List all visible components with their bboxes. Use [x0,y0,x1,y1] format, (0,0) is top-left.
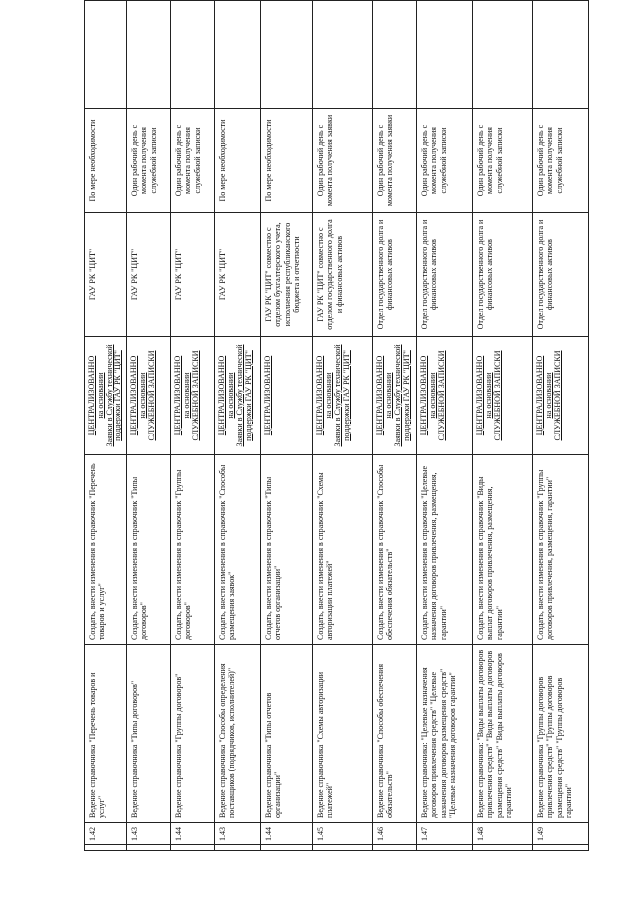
item-note [473,1,533,109]
item-basis [171,337,215,455]
item-term: Один рабочий день с момента получения служебной записки [417,109,473,213]
item-basis [85,337,127,455]
basis-line: на основании [137,372,147,419]
table-body [85,1,589,851]
rotated-table-wrapper [84,1,573,851]
item-basis [215,337,261,455]
item-executor: Отдел государственного долга и финансовых активов [417,213,473,337]
item-action: Создать, внести изменения в справочник "Целевые назначения договоров привлечения, размещения, гарантии" [417,455,473,645]
table-row [533,1,589,851]
item-name: Ведение справочника: "Целевые назначения договоров привлечения средств" "Целевые назначения договоров размещения средств" "Целевые назначения договоров гарантии" [417,645,473,823]
basis-line: ЦЕНТРАЛИЗОВАННО [217,355,227,436]
row-number: 1.43 [215,823,261,845]
basis-line: ЦЕНТРАЛИЗОВАННО [129,355,139,436]
basis-line: на основании [427,372,437,419]
basis-line: СЛУЖЕБНОЙ ЗАПИСКИ [190,350,200,441]
table-row [417,1,473,851]
item-name: Ведение справочника "Группы договоров" [171,645,215,823]
item-name: Ведение справочника "Типы договоров" [127,645,171,823]
basis-line: поддержки ГАУ РК "ЦИТ" [243,350,253,441]
item-note [261,1,313,109]
table-row [373,1,417,851]
basis-line: Заявки в Службу технической [104,344,114,447]
basis-line: поддержки ГАУ РК "ЦИТ" [113,350,123,441]
item-action: Создать, внести изменения в справочник "Группы договоров привлечения, размещения, гарантии" [533,455,589,645]
item-name: Ведение справочника "Способы определения поставщиков (подрядчиков, исполнителей)" [215,645,261,823]
row-edge-cell [533,845,589,851]
basis-line: ЦЕНТРАЛИЗОВАННО [375,355,385,436]
item-note [533,1,589,109]
basis-line: СЛУЖЕБНОЙ ЗАПИСКИ [552,350,562,441]
basis-line: на основании [543,372,553,419]
basis-line: Заявки в Службу технической [392,344,402,447]
item-name: Ведение справочника "Перечень товаров и услуг" [85,645,127,823]
basis-line: ЦЕНТРАЛИЗОВАННО [173,355,183,436]
table-row [127,1,171,851]
item-note [417,1,473,109]
row-number: 1.44 [171,823,215,845]
row-edge-cell [261,845,313,851]
item-basis [127,337,171,455]
table-row [215,1,261,851]
basis-line: ЦЕНТРАЛИЗОВАННО [263,355,273,436]
item-note [373,1,417,109]
row-edge-cell [215,845,261,851]
item-executor: Отдел государственного долга и финансовых активов [473,213,533,337]
item-action: Создать, внести изменения в справочник "Виды выплат договоров привлечения, размещения, гарантии" [473,455,533,645]
basis-line: ЦЕНТРАЛИЗОВАННО [535,355,545,436]
row-number: 1.44 [261,823,313,845]
basis-line: на основании [181,372,191,419]
basis-line: Заявки в Службу технической [332,344,342,447]
item-action: Создать, внести изменения в справочник "Типы договоров" [127,455,171,645]
basis-line: поддержки ГАУ РК "ЦИТ" [401,350,411,441]
item-executor: ГАУ РК "ЦИТ" совместно с отделом государственного долга и финансовых активов [313,213,373,337]
item-executor: ГАУ РК "ЦИТ" [85,213,127,337]
row-edge-cell [417,845,473,851]
document-page [84,1,573,851]
item-executor: Отдел государственного долга и финансовых активов [533,213,589,337]
item-term: Один рабочий день с момента получения заявки [373,109,417,213]
row-number: 1.49 [533,823,589,845]
basis-line: ЦЕНТРАЛИЗОВАННО [315,355,325,436]
item-term: По мере необходимости [261,109,313,213]
basis-line: на основании [225,372,235,419]
item-name: Ведение справочника "Типы отчетов организации" [261,645,313,823]
item-term: По мере необходимости [85,109,127,213]
basis-line: Заявки в Службу технической [234,344,244,447]
item-term: Один рабочий день с момента получения заявки [313,109,373,213]
item-action: Создать, внести изменения в справочник "Способы размещения заявок" [215,455,261,645]
table-row [313,1,373,851]
basis-line: ЦЕНТРАЛИЗОВАННО [87,355,96,436]
row-edge-cell [85,845,127,851]
item-action: Создать, внести изменения в справочник "Схемы авторизации платежей" [313,455,373,645]
item-action: Создать, внести изменения в справочник "Типы отчетов организации" [261,455,313,645]
item-basis [261,337,313,455]
item-executor: ГАУ РК "ЦИТ" [127,213,171,337]
row-edge-cell [127,845,171,851]
item-basis [533,337,589,455]
row-number: 1.47 [417,823,473,845]
item-name: Ведение справочника: "Виды выплаты договоров привлечения средств" "Виды выплаты договоров размещения средств" "Виды выплаты договоров гарантии" [473,645,533,823]
basis-line: СЛУЖЕБНОЙ ЗАПИСКИ [436,350,446,441]
table-row [85,1,127,851]
item-basis [373,337,417,455]
basis-line: ЦЕНТРАЛИЗОВАННО [419,355,429,436]
table-row [261,1,313,851]
row-number: 1.46 [373,823,417,845]
row-edge-cell [373,845,417,851]
table-row [473,1,533,851]
item-note [127,1,171,109]
row-edge-cell [473,845,533,851]
row-number: 1.48 [473,823,533,845]
basis-line: ЦЕНТРАЛИЗОВАННО [475,355,485,436]
item-name: Ведение справочника "Группы договоров привлечения средств" "Группы договоров размещения средств" "Группы договоров гарантии" [533,645,589,823]
item-name: Ведение справочника "Способы обеспечения обязательств" [373,645,417,823]
item-basis [313,337,373,455]
basis-line: поддержки ГАУ РК "ЦИТ" [341,350,351,441]
item-note [171,1,215,109]
basis-line: на основании [383,372,393,419]
basis-line: СЛУЖЕБНОЙ ЗАПИСКИ [146,350,156,441]
item-basis [417,337,473,455]
basis-line: на основании [95,372,105,419]
item-executor: ГАУ РК "ЦИТ" [171,213,215,337]
item-basis [473,337,533,455]
row-number: 1.45 [313,823,373,845]
basis-line: на основании [323,372,333,419]
row-edge-cell [171,845,215,851]
table-row [171,1,215,851]
item-term: По мере необходимости [215,109,261,213]
item-action: Создать, внести изменения в справочник "Группы договоров" [171,455,215,645]
row-number: 1.43 [127,823,171,845]
basis-line: СЛУЖЕБНОЙ ЗАПИСКИ [492,350,502,441]
row-number: 1.42 [85,823,127,845]
item-term: Один рабочий день с момента получения служебной записки [533,109,589,213]
item-note [85,1,127,109]
item-executor: ГАУ РК "ЦИТ" совместно с отделом бухгалтерского учета, исполнения республиканского бюджета и отчетности [261,213,313,337]
basis-line: на основании [483,372,493,419]
item-executor: ГАУ РК "ЦИТ" [215,213,261,337]
reference-books-table [84,0,589,851]
item-note [215,1,261,109]
item-executor: Отдел государственного долга и финансовых активов [373,213,417,337]
item-term: Один рабочий день с момента получения служебной записки [127,109,171,213]
item-term: Один рабочий день с момента получения служебной записки [171,109,215,213]
item-name: Ведение справочника "Схемы авторизации платежей" [313,645,373,823]
item-action: Создать, внести изменения в справочник "Перечень товаров и услуг" [85,455,127,645]
row-edge-cell [313,845,373,851]
item-action: Создать, внести изменения в справочник "Способы обеспечения обязательств" [373,455,417,645]
item-note [313,1,373,109]
item-term: Один рабочий день с момента получения служебной записки [473,109,533,213]
